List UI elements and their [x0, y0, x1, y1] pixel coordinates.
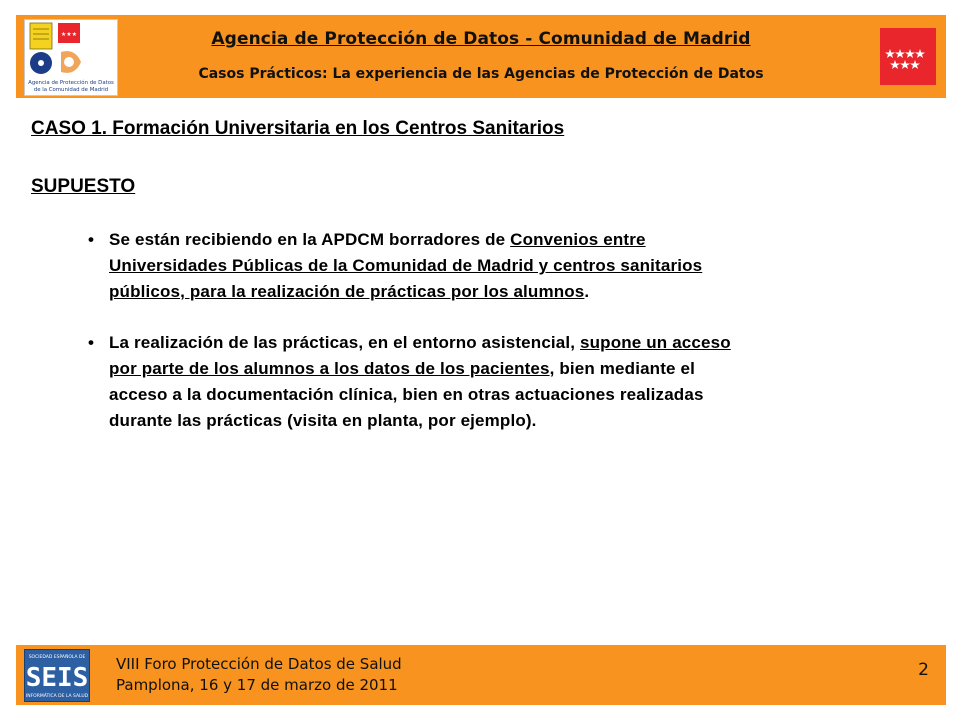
seis-logo-top-text: SOCIEDAD ESPAÑOLA DE: [28, 655, 86, 660]
text-segment: La realización de las prácticas, en el entorno asistencial,: [109, 333, 581, 352]
footer-event-name: VIII Foro Protección de Datos de Salud: [116, 655, 402, 673]
bullet-text-line: [109, 356, 695, 382]
underlined-text: públicos, para la realización de prácticas por los alumnos: [109, 282, 585, 301]
bullet-text-line: [109, 408, 537, 434]
svg-text:★★★: ★★★: [60, 31, 78, 38]
bullet-text-line: [109, 382, 704, 408]
seis-logo-graphic: [25, 650, 89, 701]
logo-text-line2: de la Comunidad de Madrid: [33, 87, 109, 93]
text-segment: acceso a la documentación clínica, bien en otras actuaciones realizadas: [109, 385, 704, 404]
footer-banner: [16, 645, 946, 705]
text-segment: .: [584, 282, 590, 301]
bullet-dot: •: [88, 333, 95, 352]
underlined-text: por parte de los alumnos a los datos de los pacientes: [109, 359, 550, 378]
bullet-dot: •: [88, 230, 95, 249]
bullet-text-line: [109, 279, 589, 305]
seis-logo: [24, 649, 90, 702]
seis-logo-bottom-text: INFORMÁTICA DE LA SALUD: [25, 694, 89, 699]
bullet-text-line: [109, 227, 646, 253]
header-title: Agencia de Protección de Datos - Comunidad de Madrid: [211, 29, 751, 49]
footer-event-date: Pamplona, 16 y 17 de marzo de 2011: [116, 676, 398, 694]
underlined-text: Convenios entre: [510, 230, 646, 249]
page-number: 2: [918, 660, 929, 680]
header-subtitle: Casos Prácticos: La experiencia de las Agencias de Protección de Datos: [198, 66, 764, 82]
case-title: CASO 1. Formación Universitaria en los Centros Sanitarios: [31, 118, 565, 139]
underlined-text: Universidades Públicas de la Comunidad de Madrid y centros sanitarios: [109, 256, 703, 275]
header-banner: [16, 15, 946, 98]
underlined-text: supone un acceso: [580, 333, 731, 352]
logo-text-line1: Agencia de Protección de Datos: [28, 80, 114, 86]
seis-logo-main-text: SEIS: [25, 663, 89, 693]
bullet-text-line: [109, 253, 702, 279]
text-segment: Se están recibiendo en la APDCM borradores de: [109, 230, 511, 249]
text-segment: durante las prácticas (visita en planta, por ejemplo).: [109, 411, 537, 430]
section-title: SUPUESTO: [31, 176, 136, 197]
bullet-text-line: [109, 330, 731, 356]
text-segment: , bien mediante el: [549, 359, 695, 378]
comunidad-madrid-flag-icon: [880, 28, 936, 85]
